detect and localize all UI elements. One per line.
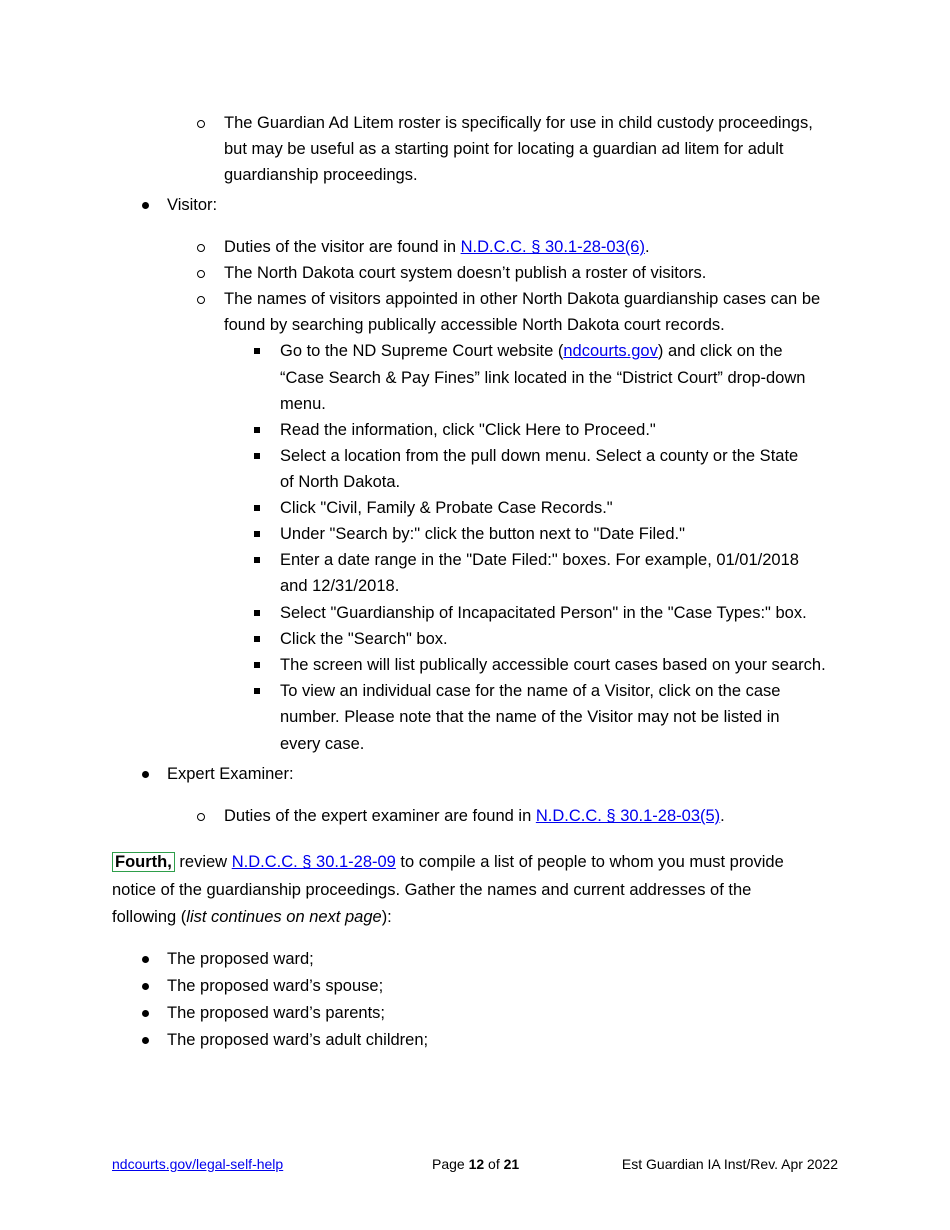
step-6-line1: Enter a date range in the "Date Filed:" boxes. For example, 01/01/2018 (280, 551, 799, 569)
circle-bullet-icon (197, 270, 205, 278)
bullet-icon (142, 771, 149, 778)
visitor-duties-suffix: . (644, 238, 650, 256)
ndcc-30-1-28-09-link[interactable]: N.D.C.C. § 30.1-28-09 (231, 853, 396, 871)
square-bullet-icon (254, 348, 260, 354)
square-bullet-icon (254, 557, 260, 563)
ndcc-30-1-28-03-5-link[interactable]: N.D.C.C. § 30.1-28-03(5) (535, 807, 721, 825)
circle-bullet-icon (197, 244, 205, 252)
bullet-icon (142, 1010, 149, 1017)
expert-heading: Expert Examiner: (167, 765, 294, 783)
fourth-line3-italic: list continues on next page (186, 908, 382, 926)
step-1-line3: menu. (280, 395, 326, 413)
step-3-line1: Select a location from the pull down menu. Select a county or the State (280, 447, 799, 465)
visitor-duties (224, 234, 650, 260)
visitor-roster: The North Dakota court system doesn’t publish a roster of visitors. (224, 264, 707, 282)
step-10-line2: number. Please note that the name of the Visitor may not be listed in (280, 708, 780, 726)
circle-bullet-icon (197, 296, 205, 304)
visitor-heading: Visitor: (167, 196, 218, 214)
gal-roster-line2: but may be useful as a starting point for locating a guardian ad litem for adult (224, 140, 784, 158)
list-item: The proposed ward’s spouse; (167, 977, 384, 995)
page-current: 12 (468, 1156, 485, 1172)
step-3-line2: of North Dakota. (280, 473, 401, 491)
square-bullet-icon (254, 610, 260, 616)
square-bullet-icon (254, 505, 260, 511)
bullet-icon (142, 202, 149, 209)
page-label: Page (432, 1156, 469, 1172)
square-bullet-icon (254, 636, 260, 642)
step-4: Click "Civil, Family & Probate Case Records." (280, 499, 613, 517)
list-item: The proposed ward’s parents; (167, 1004, 385, 1022)
square-bullet-icon (254, 531, 260, 537)
step-8: Click the "Search" box. (280, 630, 448, 648)
step-7: Select "Guardianship of Incapacitated Person" in the "Case Types:" box. (280, 604, 807, 622)
step-1-line1 (280, 338, 783, 364)
square-bullet-icon (254, 688, 260, 694)
footer-link[interactable]: ndcourts.gov/legal-self-help (112, 1156, 284, 1172)
fourth-line3-prefix: following ( (112, 908, 187, 926)
bullet-icon (142, 956, 149, 963)
visitor-names-line1: The names of visitors appointed in other North Dakota guardianship cases can be (224, 290, 821, 308)
expert-duties-suffix: . (720, 807, 725, 825)
list-item: The proposed ward; (167, 950, 314, 968)
fourth-review: review (174, 853, 232, 871)
bullet-icon (142, 983, 149, 990)
step-6-line2: and 12/31/2018. (280, 577, 400, 595)
step-1-prefix: Go to the ND Supreme Court website ( (280, 342, 564, 360)
visitor-duties-prefix: Duties of the visitor are found in (224, 238, 461, 256)
step-5: Under "Search by:" click the button next to "Date Filed." (280, 525, 685, 543)
bullet-icon (142, 1037, 149, 1044)
step-10-line3: every case. (280, 735, 365, 753)
square-bullet-icon (254, 453, 260, 459)
visitor-names-line2: found by searching publically accessible North Dakota court records. (224, 316, 725, 334)
fourth-line1-suffix: to compile a list of people to whom you must provide (395, 853, 784, 871)
step-2: Read the information, click "Click Here to Proceed." (280, 421, 656, 439)
step-1-suffix: ) and click on the (657, 342, 783, 360)
step-9: The screen will list publically accessible court cases based on your search. (280, 656, 826, 674)
gal-roster-line1: The Guardian Ad Litem roster is specifically for use in child custody proceedings, (224, 114, 813, 132)
page-of: of (484, 1156, 504, 1172)
square-bullet-icon (254, 662, 260, 668)
list-item: The proposed ward’s adult children; (167, 1031, 429, 1049)
page-total: 21 (503, 1156, 520, 1172)
square-bullet-icon (254, 427, 260, 433)
fourth-line1 (112, 849, 784, 875)
gal-roster-line3: guardianship proceedings. (224, 166, 418, 184)
fourth-label: Fourth, (112, 852, 175, 872)
ndcc-30-1-28-03-6-link[interactable]: N.D.C.C. § 30.1-28-03(6) (460, 238, 645, 256)
step-10-line1: To view an individual case for the name of a Visitor, click on the case (280, 682, 781, 700)
ndcourts-link[interactable]: ndcourts.gov (563, 342, 658, 360)
revision-label: Est Guardian IA Inst/Rev. Apr 2022 (621, 1156, 838, 1172)
circle-bullet-icon (197, 813, 205, 821)
page-number (432, 1154, 519, 1174)
fourth-line2: notice of the guardianship proceedings. Gather the names and current addresses of the (112, 881, 752, 899)
fourth-line3 (112, 904, 392, 930)
fourth-line3-suffix: ): (381, 908, 392, 926)
expert-duties (224, 803, 725, 829)
step-1-line2: “Case Search & Pay Fines” link located in the “District Court” drop-down (280, 369, 806, 387)
circle-bullet-icon (197, 120, 205, 128)
expert-duties-prefix: Duties of the expert examiner are found in (224, 807, 536, 825)
